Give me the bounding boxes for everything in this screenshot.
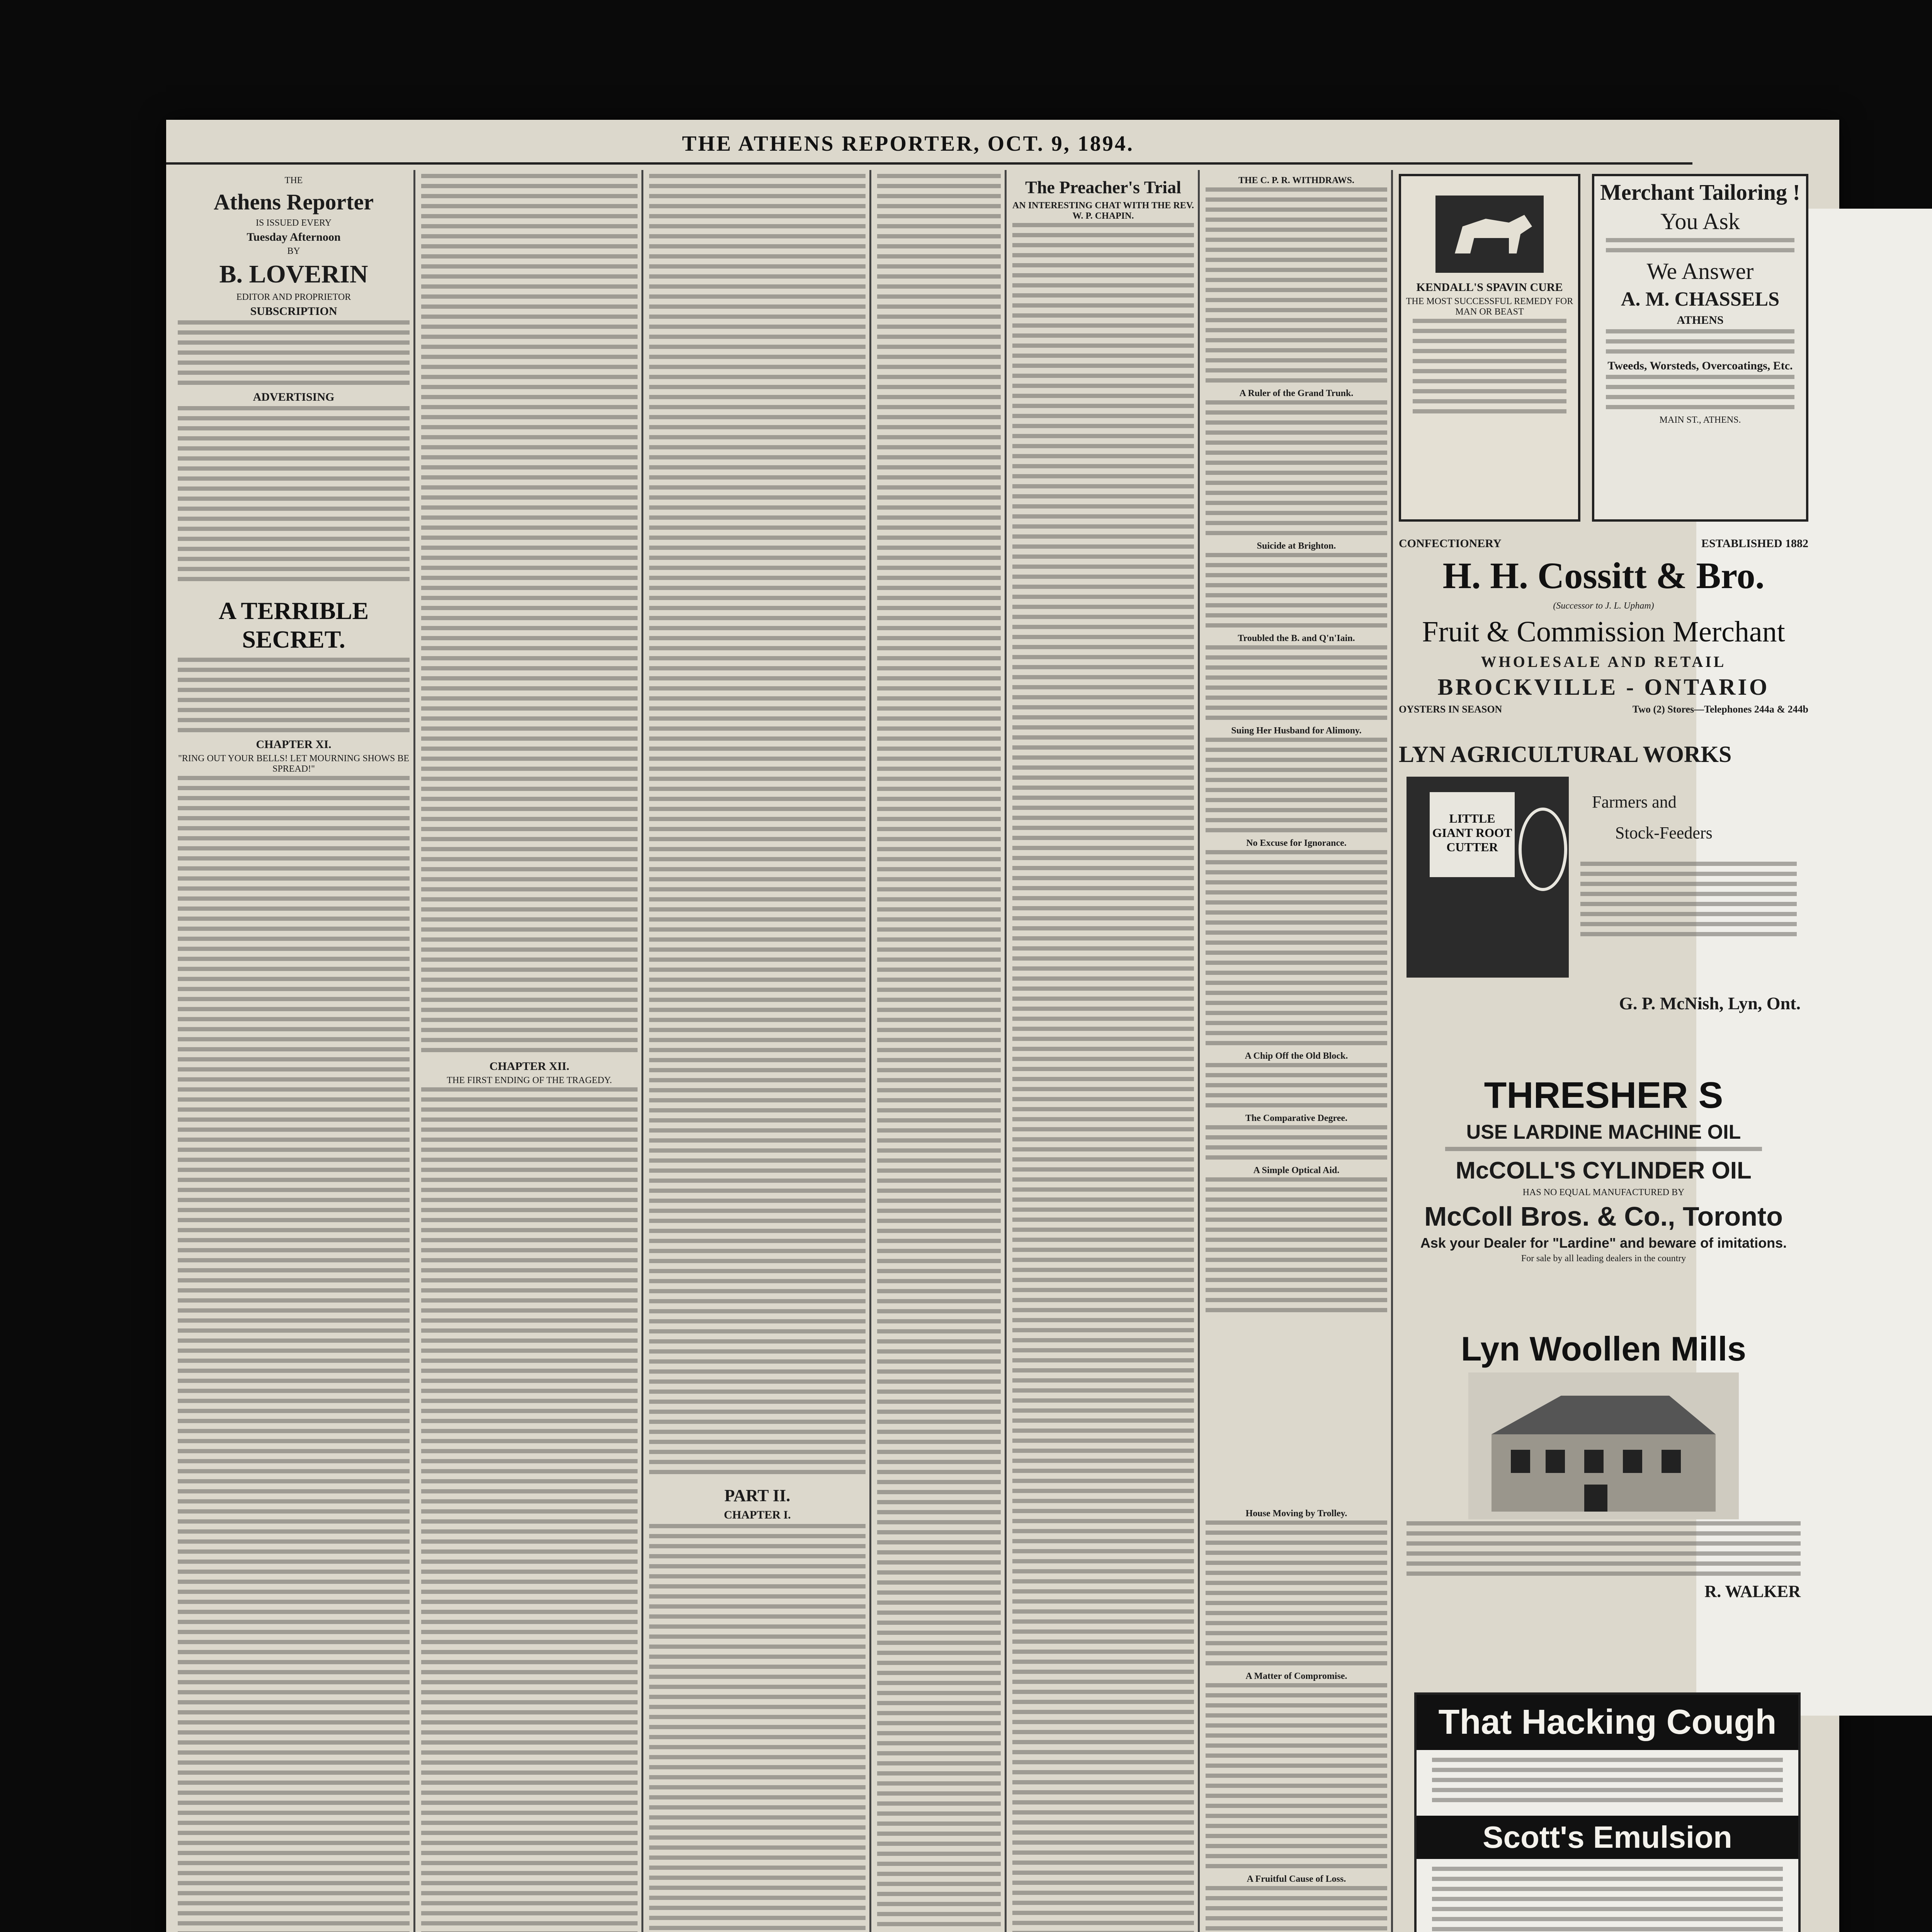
issued-line: IS ISSUED EVERY <box>255 218 332 228</box>
story-title: A TERRIBLE SECRET. <box>218 597 369 653</box>
mill-building-illustration <box>1399 1372 1808 1521</box>
notice-text <box>178 537 410 581</box>
mcnish-name: G. P. McNish, Lyn, Ont. <box>1619 993 1801 1013</box>
preachers-trial-title: The Preacher's Trial <box>1025 177 1181 197</box>
brief-text <box>1206 1520 1387 1665</box>
scotts-text <box>1417 1859 1798 1932</box>
brief-text <box>1206 1683 1387 1868</box>
story-text <box>178 658 410 732</box>
brief-heading: Troubled the B. and Q'n'Iain. <box>1238 633 1355 643</box>
chapter-xi-subheading: "RING OUT YOUR BELLS! LET MOURNING SHOWS BE SPREAD!" <box>178 753 410 774</box>
advertising-heading: ADVERTISING <box>253 391 335 403</box>
spavin-cure-ad <box>1399 174 1580 522</box>
cutter-label-box <box>1430 792 1515 877</box>
brief-text <box>1206 553 1387 628</box>
established-label: ESTABLISHED 1882 <box>1701 537 1808 550</box>
cossitt-footer <box>1399 704 1808 715</box>
confectionery-label: CONFECTIONERY <box>1399 537 1502 550</box>
mccoll-cylinder: McCOLL'S CYLINDER OIL <box>1456 1157 1752 1184</box>
tailoring-text <box>1594 329 1806 354</box>
preachers-trial-subtitle: AN INTERESTING CHAT WITH THE REV. W. P. CHAPIN. <box>1012 201 1194 221</box>
subscription-text <box>178 320 410 385</box>
preachers-trial-text <box>1012 223 1194 1932</box>
brief-heading: A Ruler of the Grand Trunk. <box>1239 388 1354 398</box>
tailoring-answer: We Answer <box>1646 259 1754 284</box>
paper-the: THE <box>284 175 303 185</box>
lyn-works-title: LYN AGRICULTURAL WORKS <box>1399 742 1732 767</box>
mccoll-bros: McColl Bros. & Co., Toronto <box>1424 1201 1783 1231</box>
brief-heading: A Matter of Compromise. <box>1245 1671 1347 1681</box>
woollen-mills-ad <box>1399 1325 1808 1681</box>
tailoring-title: Merchant Tailoring ! <box>1600 180 1800 205</box>
brief-heading: House Moving by Trolley. <box>1245 1509 1347 1519</box>
ask-dealer: Ask your Dealer for "Lardine" and beware of imitations. <box>1420 1235 1787 1251</box>
column-5 <box>1012 174 1194 1932</box>
root-cutter-illustration <box>1406 777 1569 978</box>
walker-name: R. WALKER <box>1704 1582 1801 1601</box>
tailoring-ad <box>1592 174 1808 522</box>
brief-text <box>1206 1063 1387 1107</box>
cutter-label: LITTLE GIANT ROOT CUTTER <box>1432 811 1512 854</box>
brief-heading: Suicide at Brighton. <box>1257 541 1336 551</box>
tailoring-town: ATHENS <box>1677 314 1724 327</box>
column-divider <box>413 170 415 1932</box>
brockville-ontario: BROCKVILLE - ONTARIO <box>1437 674 1770 700</box>
chapter-xii-text <box>421 1087 638 1932</box>
cutter-wheel-icon <box>1519 808 1567 891</box>
tailoring-text <box>1594 238 1806 252</box>
lardine-line: USE LARDINE MACHINE OIL <box>1466 1121 1741 1143</box>
wholesale-retail: WHOLESALE AND RETAIL <box>1481 653 1726 670</box>
brief-heading: THE C. P. R. WITHDRAWS. <box>1238 175 1355 185</box>
chapter-xi-text <box>178 776 410 1932</box>
story-text <box>877 174 1001 1932</box>
brief-text <box>1206 187 1387 383</box>
part-ii-chapter: CHAPTER I. <box>724 1509 791 1521</box>
spavin-subtitle: THE MOST SUCCESSFUL REMEDY FOR MAN OR BEAST <box>1406 296 1573 317</box>
part-ii-heading: PART II. <box>724 1486 791 1505</box>
tailoring-goods: Tweeds, Worsteds, Overcoatings, Etc. <box>1607 359 1793 372</box>
by-line: BY <box>287 246 300 256</box>
chapter-xii-heading: CHAPTER XII. <box>489 1060 570 1073</box>
brief-text <box>1206 1177 1387 1312</box>
cossitt-name: H. H. Cossitt & Bro. <box>1442 555 1765 596</box>
masthead-rule <box>166 162 1692 165</box>
tailoring-text <box>1594 375 1806 409</box>
column-6-lower <box>1206 1507 1387 1932</box>
column-divider <box>1005 170 1007 1932</box>
oysters-label: OYSTERS IN SEASON <box>1399 704 1502 715</box>
brief-heading: A Simple Optical Aid. <box>1253 1165 1340 1175</box>
brief-heading: No Excuse for Ignorance. <box>1246 838 1347 848</box>
column-divider <box>641 170 643 1932</box>
part-ii-text <box>649 1524 866 1932</box>
brief-heading: A Chip Off the Old Block. <box>1245 1051 1348 1061</box>
cossitt-ad <box>1399 537 1808 730</box>
column-divider <box>1391 170 1393 1932</box>
advertisement-column <box>1399 174 1816 1932</box>
brief-text <box>1206 400 1387 535</box>
brief-text <box>1206 1125 1387 1160</box>
subscription-heading: SUBSCRIPTION <box>250 305 337 318</box>
woollen-title: Lyn Woollen Mills <box>1461 1330 1747 1368</box>
editor-title: EDITOR AND PROPRIETOR <box>236 292 351 302</box>
hacking-text <box>1417 1750 1798 1816</box>
tailoring-name: A. M. CHASSELS <box>1621 288 1780 310</box>
brief-heading: The Comparative Degree. <box>1245 1113 1348 1123</box>
masthead: THE ATHENS REPORTER, OCT. 9, 1894. <box>682 132 1134 156</box>
scotts-emulsion-ad <box>1414 1692 1801 1932</box>
no-equal-line: HAS NO EQUAL MANUFACTURED BY <box>1522 1187 1685 1197</box>
stores-label: Two (2) Stores—Telephones 244a & 244b <box>1632 704 1808 715</box>
issue-day: Tuesday Afternoon <box>247 231 341 243</box>
column-divider <box>869 170 871 1932</box>
column-1 <box>178 174 410 1932</box>
brief-heading: Suing Her Husband for Alimony. <box>1231 726 1362 736</box>
column-4 <box>877 174 1001 1932</box>
lyn-works-text <box>1580 862 1797 942</box>
chapter-xii-subheading: THE FIRST ENDING OF THE TRAGEDY. <box>447 1075 612 1085</box>
lyn-works-ad <box>1399 738 1808 1063</box>
brief-text <box>1206 1886 1387 1932</box>
paper-name: Athens Reporter <box>214 189 374 214</box>
cossitt-successor: (Successor to J. L. Upham) <box>1553 601 1654 611</box>
fruit-merchant: Fruit & Commission Merchant <box>1422 616 1785 648</box>
spavin-text <box>1401 319 1578 413</box>
stock-feeders-label: Stock-Feeders <box>1615 823 1713 842</box>
for-sale-line: For sale by all leading dealers in the country <box>1521 1253 1686 1264</box>
brief-heading: A Fruitful Cause of Loss. <box>1247 1874 1346 1884</box>
woollen-text <box>1399 1521 1808 1576</box>
tailoring-ask: You Ask <box>1660 209 1740 234</box>
brief-text <box>1206 645 1387 720</box>
chapter-xi-heading: CHAPTER XI. <box>256 738 332 751</box>
story-text <box>649 174 866 1474</box>
column-2 <box>421 174 638 1932</box>
scotts-emulsion-title: Scott's Emulsion <box>1417 1816 1798 1859</box>
horse-icon <box>1401 192 1578 279</box>
story-text <box>421 174 638 1052</box>
farmers-label: Farmers and <box>1592 793 1677 811</box>
threshers-title: THRESHER S <box>1484 1075 1723 1116</box>
editor-name: B. LOVERIN <box>219 260 368 288</box>
cossitt-header <box>1399 537 1808 550</box>
threshers-ad <box>1399 1070 1808 1318</box>
tailoring-address: MAIN ST., ATHENS. <box>1659 415 1741 425</box>
hacking-cough-title: That Hacking Cough <box>1417 1695 1798 1750</box>
lardine-text <box>1399 1147 1808 1151</box>
column-3 <box>649 174 866 1932</box>
brief-text <box>1206 738 1387 832</box>
advertising-text <box>178 406 410 531</box>
brief-text <box>1206 850 1387 1045</box>
spavin-title: KENDALL'S SPAVIN CURE <box>1416 281 1563 294</box>
column-divider <box>1198 170 1200 1932</box>
